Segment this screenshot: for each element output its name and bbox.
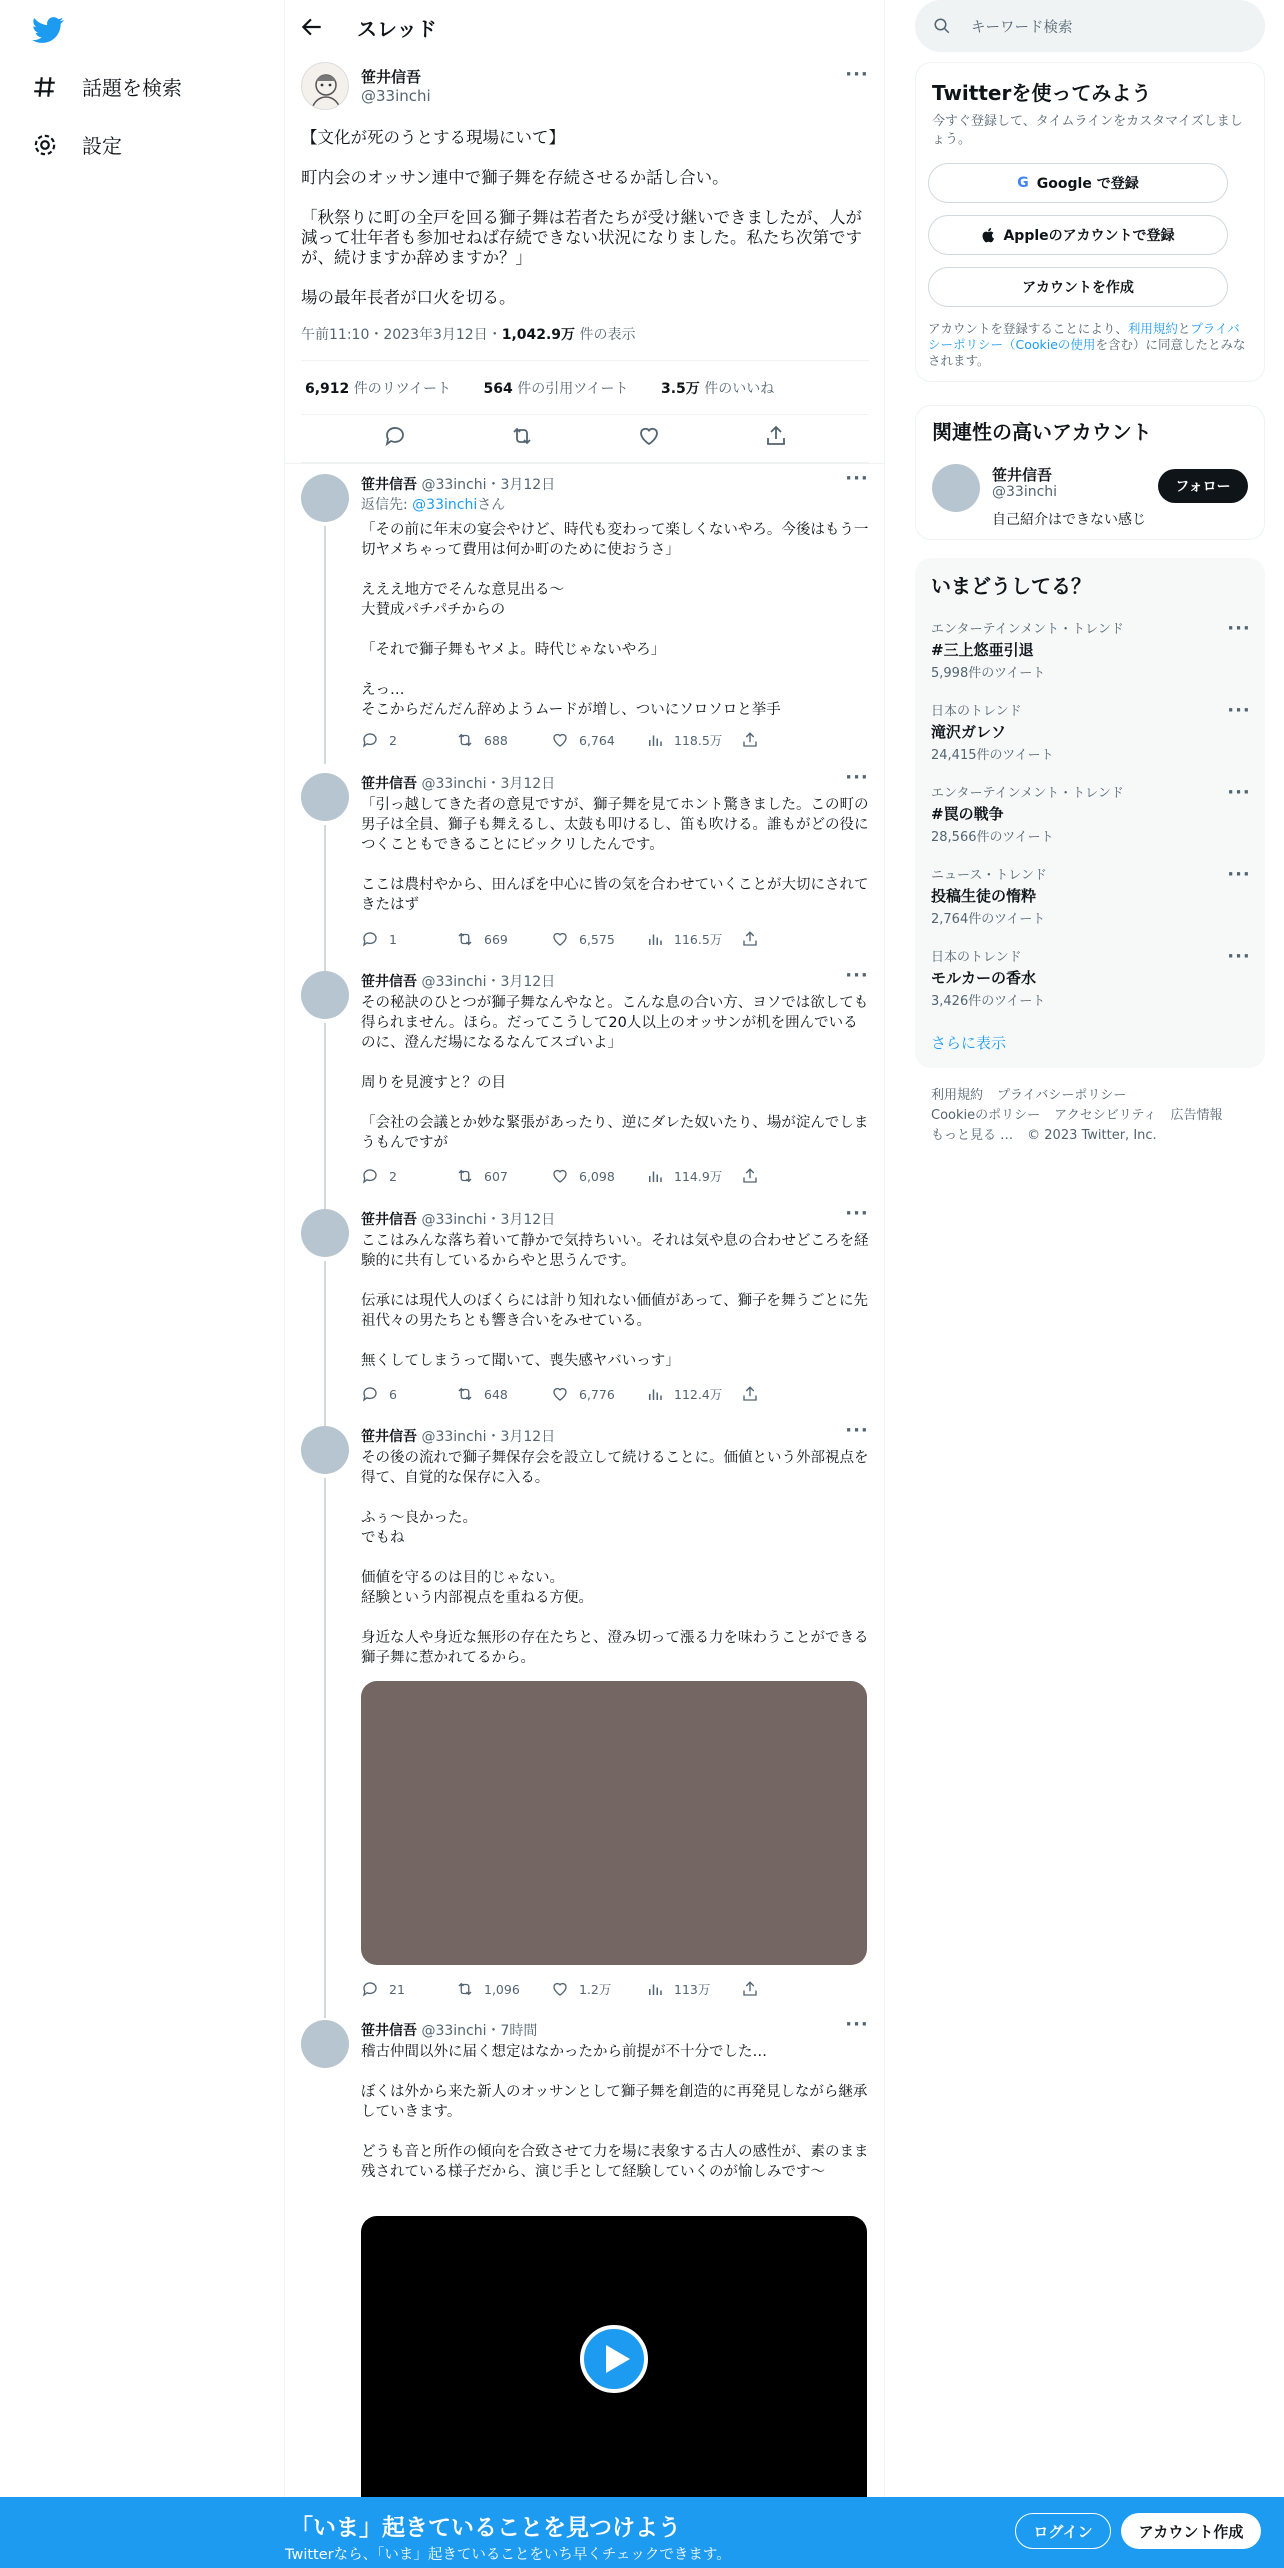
- footer-link[interactable]: 利用規約: [931, 1088, 984, 1103]
- like-icon[interactable]: [637, 424, 661, 448]
- footer-links: [931, 1086, 1251, 1146]
- video-attachment[interactable]: [361, 2216, 867, 2506]
- thread-line: [324, 1478, 326, 2018]
- more-icon[interactable]: ···: [845, 468, 869, 489]
- follow-button[interactable]: フォロー: [1158, 469, 1248, 503]
- trends-title: いまどうしてる？: [931, 574, 1091, 598]
- retweet-icon: [456, 1385, 474, 1403]
- related-accounts-card: [915, 405, 1265, 540]
- author-name[interactable]: 笹井信吾: [361, 68, 422, 86]
- tweet-time[interactable]: 午前11:10・2023年3月12日・: [301, 327, 502, 343]
- apple-icon: [981, 227, 995, 243]
- retweet-action[interactable]: [456, 930, 551, 948]
- reply-tweet: [301, 2014, 869, 2500]
- like-action[interactable]: [551, 1167, 646, 1185]
- share-icon: [741, 1980, 759, 1998]
- share-action[interactable]: [741, 731, 836, 749]
- reply-action[interactable]: [361, 930, 456, 948]
- tweet-stats: [305, 378, 774, 398]
- bottom-signup-bar: [0, 2497, 1284, 2568]
- trend-item[interactable]: ニュース・トレンド 投稿生徒の惰粋 2,764件のツイート ···: [931, 864, 1251, 927]
- reply-header: 笹井信吾 @33inchi・3月12日: [361, 477, 556, 493]
- thread-line: [324, 1261, 326, 1429]
- more-icon[interactable]: ···: [1227, 782, 1251, 803]
- signup-subtitle: 今すぐ登録して、タイムラインをカスタマイズしましょう。: [932, 114, 1243, 147]
- reply-header: 笹井信吾 @33inchi・7時間: [361, 2023, 538, 2039]
- share-action[interactable]: [741, 1980, 836, 1998]
- reply-header: 笹井信吾 @33inchi・3月12日: [361, 974, 556, 990]
- apple-signup-button[interactable]: [928, 215, 1228, 255]
- tweet-text: 「引っ越してきた者の意見ですが、獅子舞を見てホント驚きました。この町の男子は全員、獅子も舞えるし、太鼓も叩けるし、笛も吹ける。誰もがどの役につくこともできることにビックリしたんです。 ここは農村やから、田んぼを中心に皆の気を合わせていくことが大切にされてきたはず: [361, 797, 869, 913]
- reply-tweet: [301, 767, 869, 963]
- login-button[interactable]: ログイン: [1015, 2513, 1111, 2549]
- views-icon: [646, 1167, 664, 1185]
- share-icon: [741, 731, 759, 749]
- retweet-stat[interactable]: 6,912 件のリツイート: [305, 381, 452, 397]
- like-count: 6,776: [579, 1386, 615, 1402]
- share-icon: [741, 930, 759, 948]
- reply-count: 2: [389, 1168, 397, 1184]
- related-bio: 自己紹介はできない感じ: [992, 512, 1146, 528]
- trend-item[interactable]: エンターテインメント・トレンド #罠の戦争 28,566件のツイート ···: [931, 782, 1251, 845]
- retweet-action[interactable]: [456, 1167, 551, 1185]
- related-name[interactable]: 笹井信吾: [992, 466, 1053, 484]
- reply-count: 1: [389, 931, 397, 947]
- avatar[interactable]: [301, 1426, 349, 1474]
- reply-icon: [361, 930, 379, 948]
- search-input[interactable]: [915, 0, 1265, 52]
- tweet-actions: [361, 1980, 836, 1998]
- tweet-text: 【文化が死のうとする現場にいて】 町内会のオッサン連中で獅子舞を存続させるか話し合い。 「秋祭りに町の全戸を回る獅子舞は若者たちが受け継いできましたが、人が減って壮年者も参加せねば存続できない状況になりました。私たち次第ですが、続けますか辞めますか？」 場の最年長者が口火を切る。: [301, 128, 862, 307]
- nav-settings-label: 設定: [82, 134, 122, 158]
- main-column: [285, 0, 885, 2568]
- reply-action[interactable]: [361, 1385, 456, 1403]
- reply-action[interactable]: [361, 731, 456, 749]
- trends-card: [915, 558, 1265, 1068]
- like-count: 6,764: [579, 732, 615, 748]
- like-count: 6,575: [579, 931, 615, 947]
- views-count: 112.4万: [674, 1387, 723, 1402]
- more-icon[interactable]: ···: [845, 2014, 869, 2035]
- google-signup-button[interactable]: [928, 163, 1228, 203]
- more-icon[interactable]: ···: [845, 1203, 869, 1224]
- more-icon[interactable]: ···: [1227, 618, 1251, 639]
- search-icon: [933, 17, 951, 35]
- reply-icon: [361, 1385, 379, 1403]
- google-icon: G: [1017, 175, 1029, 191]
- trend-item[interactable]: エンターテインメント・トレンド #三上悠亜引退 5,998件のツイート ···: [931, 618, 1251, 681]
- copyright: © 2023 Twitter, Inc.: [1027, 1128, 1157, 1143]
- retweet-action[interactable]: [456, 1385, 551, 1403]
- retweet-count: 1,096: [484, 1981, 520, 1997]
- tweet-actions: [361, 930, 836, 948]
- share-icon[interactable]: [764, 424, 788, 448]
- views-count: 113万: [674, 1982, 711, 1997]
- avatar[interactable]: [932, 464, 980, 512]
- views-icon: [646, 731, 664, 749]
- photo-attachment[interactable]: [361, 1681, 867, 1965]
- avatar[interactable]: [301, 773, 349, 821]
- trend-item[interactable]: 日本のトレンド 滝沢ガレソ 24,415件のツイート ···: [931, 700, 1251, 763]
- reply-icon[interactable]: [383, 424, 407, 448]
- reply-tweet: [301, 1203, 869, 1419]
- footer-link[interactable]: アクセシビリティ: [1054, 1108, 1157, 1123]
- tweet-text: 稽古仲間以外に届く想定はなかったから前提が不十分でした… ぼくは外から来た新人のオッサンとして獅子舞を創造的に再発見しながら継承していきます。 どうも音と所作の傾向を合致させて力を場に表象する古人の感性が、素のまま残されている様子だから、演じ手として経験していくのが愉しみです〜: [361, 2044, 869, 2180]
- back-arrow-icon[interactable]: [299, 14, 325, 40]
- like-action[interactable]: [551, 1385, 646, 1403]
- views-action[interactable]: [646, 1980, 741, 1998]
- nav-explore[interactable]: [32, 72, 182, 101]
- play-icon[interactable]: [579, 2324, 649, 2394]
- author-handle[interactable]: @33inchi: [361, 87, 431, 105]
- like-icon: [551, 1167, 569, 1185]
- trend-item[interactable]: 日本のトレンド モルカーの香水 3,426件のツイート ···: [931, 946, 1251, 1009]
- avatar[interactable]: [301, 1209, 349, 1257]
- header: [285, 0, 885, 53]
- reply-header: 笹井信吾 @33inchi・3月12日: [361, 776, 556, 792]
- like-icon: [551, 1980, 569, 1998]
- reply-icon: [361, 1167, 379, 1185]
- share-icon: [741, 1167, 759, 1185]
- create-account-button[interactable]: [928, 267, 1228, 307]
- footer-link[interactable]: もっと見る …: [931, 1128, 1014, 1143]
- views-action[interactable]: [646, 1385, 741, 1403]
- nav-explore-label: 話題を検索: [82, 76, 182, 100]
- reply-tweet: [301, 1420, 869, 2006]
- divider: [285, 463, 885, 464]
- like-action[interactable]: [551, 930, 646, 948]
- reply-count: 21: [389, 1981, 405, 1997]
- related-title: 関連性の高いアカウント: [932, 420, 1152, 444]
- show-more-link[interactable]: さらに表示: [931, 1034, 1007, 1052]
- reply-tweet: [301, 965, 869, 1201]
- thread-line: [324, 1023, 326, 1211]
- retweet-count: 688: [484, 732, 508, 748]
- reply-action[interactable]: [361, 1980, 456, 1998]
- bottom-subtitle: Twitterなら、「いま」起きていることをいち早くチェックできます。: [285, 2547, 731, 2563]
- retweet-icon[interactable]: [510, 424, 534, 448]
- footer-link[interactable]: 広告情報: [1170, 1108, 1223, 1123]
- thread-line: [324, 825, 326, 975]
- reply-action[interactable]: [361, 1167, 456, 1185]
- retweet-count: 607: [484, 1168, 508, 1184]
- retweet-icon: [456, 930, 474, 948]
- views-count: 116.5万: [674, 932, 723, 947]
- apple-signup-label: Appleのアカウントで登録: [1003, 228, 1175, 244]
- like-stat[interactable]: 3.5万 件のいいね: [660, 381, 775, 397]
- terms-text: アカウントを登録することにより、利用規約とプライバシーポリシー（Cookieの使用を含む）に同意したとみなされます。: [928, 321, 1246, 368]
- tweet-actions: [361, 1167, 836, 1185]
- avatar[interactable]: [301, 2020, 349, 2068]
- retweet-icon: [456, 1167, 474, 1185]
- tweet-meta: [301, 324, 636, 344]
- create-account-label: アカウントを作成: [1022, 280, 1134, 296]
- more-icon[interactable]: ···: [845, 767, 869, 788]
- like-icon: [551, 1385, 569, 1403]
- share-action[interactable]: [741, 1385, 836, 1403]
- avatar[interactable]: [301, 474, 349, 522]
- reply-icon: [361, 1980, 379, 1998]
- avatar[interactable]: [301, 62, 349, 110]
- retweet-action[interactable]: [456, 1980, 551, 1998]
- like-count: 6,098: [579, 1168, 615, 1184]
- google-signup-label: Google で登録: [1036, 176, 1139, 192]
- more-icon[interactable]: ···: [845, 1420, 869, 1441]
- retweet-action[interactable]: [456, 731, 551, 749]
- view-label: 件の表示: [579, 327, 636, 343]
- retweet-icon: [456, 731, 474, 749]
- views-action[interactable]: [646, 731, 741, 749]
- share-icon: [741, 1385, 759, 1403]
- hashtag-icon: [32, 74, 58, 100]
- page-title: スレッド: [357, 17, 437, 41]
- quote-stat[interactable]: 564 件の引用ツイート: [483, 381, 629, 397]
- tweet-text: その後の流れで獅子舞保存会を設立して続けることに。価値という外部視点を得て、自覚的な保存に入る。 ふぅ〜良かった。 でもね 価値を守るのは目的じゃない。 経験という内部視点を重ねる方便。 身近な人や身近な無形の存在たちと、澄み切って漲る力を味わうことができる獅子舞に惹かれてるから。: [361, 1450, 869, 1666]
- footer-link[interactable]: Cookieのポリシー: [931, 1108, 1041, 1123]
- like-icon: [551, 930, 569, 948]
- footer-link[interactable]: プライバシーポリシー: [997, 1088, 1127, 1103]
- views-icon: [646, 1385, 664, 1403]
- search-placeholder: キーワード検索: [971, 19, 1073, 36]
- signup-title: Twitterを使ってみよう: [932, 81, 1152, 105]
- more-icon[interactable]: ···: [1227, 864, 1251, 885]
- privacy-link[interactable]: プライバシーポリシー（Cookieの使用: [928, 321, 1240, 352]
- nav-settings[interactable]: [32, 130, 122, 159]
- thread-line: [324, 526, 326, 764]
- view-count: 1,042.9万: [501, 327, 576, 343]
- reply-header: 笹井信吾 @33inchi・3月12日: [361, 1212, 556, 1228]
- reply-icon: [361, 731, 379, 749]
- more-icon[interactable]: ···: [845, 965, 869, 986]
- tweet-actions: [301, 424, 869, 448]
- divider: [301, 360, 869, 361]
- signup-card: [915, 62, 1265, 382]
- views-action[interactable]: [646, 1167, 741, 1185]
- twitter-logo-icon[interactable]: [32, 14, 64, 46]
- like-icon: [551, 731, 569, 749]
- gear-icon: [32, 132, 58, 158]
- tweet-actions: [361, 731, 836, 749]
- views-action[interactable]: [646, 930, 741, 948]
- like-count: 1.2万: [579, 1982, 612, 1997]
- reply-tweet: [301, 468, 869, 764]
- retweet-count: 648: [484, 1386, 508, 1402]
- retweet-count: 669: [484, 931, 508, 947]
- related-handle[interactable]: @33inchi: [992, 484, 1058, 500]
- more-icon[interactable]: ···: [1227, 700, 1251, 721]
- reply-to-link[interactable]: @33inchi: [412, 497, 478, 513]
- tweet-text: その秘訣のひとつが獅子舞なんやなと。こんな息の合い方、ヨソでは欲しても得られません。ほら。だってこうして20人以上のオッサンが机を囲んでいるのに、澄んだ場になるなんてスゴいよ」 周りを見渡すと？の目 「会社の会議とか妙な緊張があったり、逆にダレた奴いたり、場が淀んでしまうもんですが: [361, 995, 869, 1151]
- views-count: 114.9万: [674, 1169, 723, 1184]
- divider: [301, 414, 869, 415]
- share-action[interactable]: [741, 1167, 836, 1185]
- more-icon[interactable]: ···: [845, 64, 869, 85]
- left-nav: [0, 0, 285, 2568]
- views-count: 118.5万: [674, 733, 723, 748]
- tweet-text: 「その前に年末の宴会やけど、時代も変わって楽しくないやろ。今後はもう一切ヤメちゃって費用は何か町のために使おうさ」 えええ地方でそんな意見出る〜 大賛成パチパチからの 「それで獅子舞もヤメよ。時代じゃないやろ」 えっ… そこからだんだん辞めようムードが増し、ついにソロソロと挙手: [361, 522, 869, 718]
- views-icon: [646, 930, 664, 948]
- like-action[interactable]: [551, 731, 646, 749]
- views-icon: [646, 1980, 664, 1998]
- retweet-icon: [456, 1980, 474, 1998]
- terms-link[interactable]: 利用規約: [1127, 321, 1178, 336]
- tweet-text: ここはみんな落ち着いて静かで気持ちいい。それは気や息の合わせどころを経験的に共有しているからやと思うんです。 伝承には現代人のぼくらには計り知れない価値があって、獅子を舞うごとに先祖代々の男たちとも響き合いをみせている。 無くしてしまうって聞いて、喪失感ヤバいっす」: [361, 1233, 869, 1369]
- reply-to: 返信先: @33inchiさん: [361, 497, 506, 513]
- share-action[interactable]: [741, 930, 836, 948]
- more-icon[interactable]: ···: [1227, 946, 1251, 967]
- reply-count: 2: [389, 732, 397, 748]
- reply-header: 笹井信吾 @33inchi・3月12日: [361, 1429, 556, 1445]
- avatar-sketch-icon: [302, 63, 349, 110]
- tweet-actions: [361, 1385, 836, 1403]
- like-action[interactable]: [551, 1980, 646, 1998]
- bottom-title: 「いま」起きていることを見つけよう: [290, 2515, 681, 2541]
- reply-count: 6: [389, 1386, 397, 1402]
- signup-button[interactable]: アカウント作成: [1121, 2513, 1261, 2549]
- avatar[interactable]: [301, 971, 349, 1019]
